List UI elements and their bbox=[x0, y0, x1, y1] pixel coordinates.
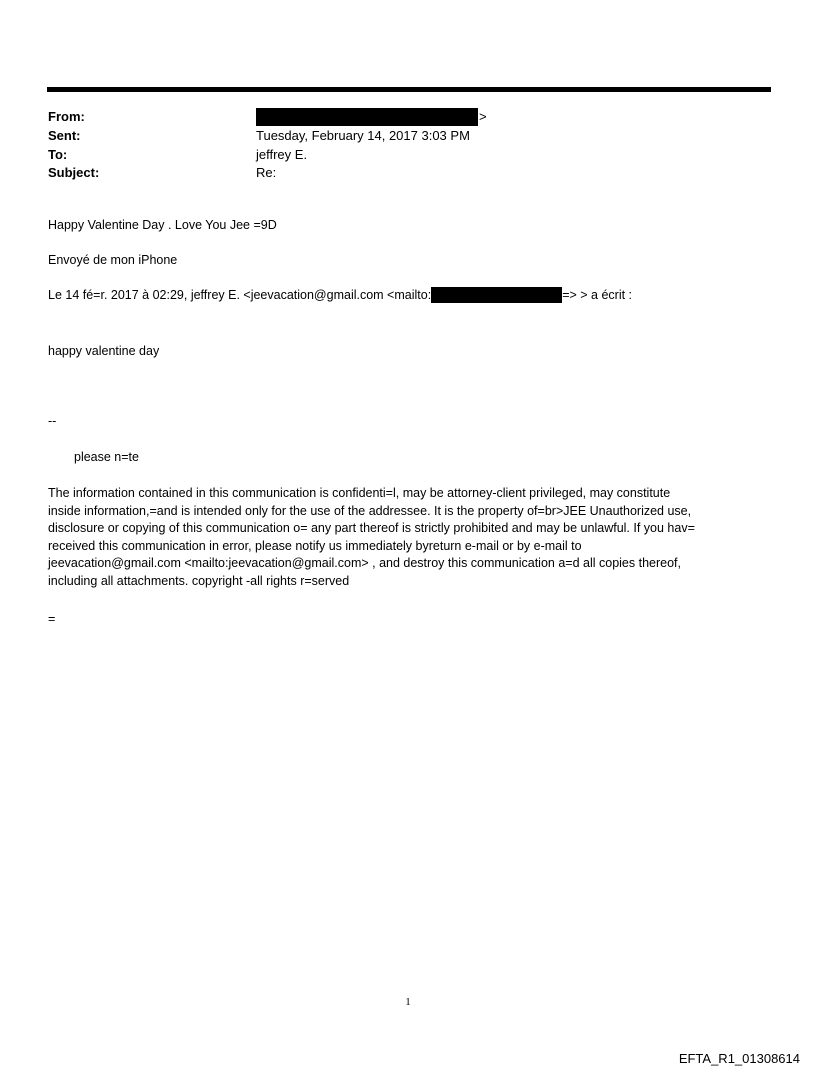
header-rule bbox=[47, 87, 771, 92]
redaction-box-sender bbox=[256, 108, 478, 126]
trailing-equals: = bbox=[48, 612, 56, 626]
confidentiality-disclaimer bbox=[48, 485, 768, 590]
subject-label: Subject: bbox=[48, 165, 100, 180]
sent-value: Tuesday, February 14, 2017 3:03 PM bbox=[256, 128, 470, 143]
from-label: From: bbox=[48, 109, 85, 124]
disclaimer-line: received this communication in error, please notify us immediately byreturn e-mail or by e-mail to bbox=[48, 538, 582, 553]
quote-header-suffix: => > a écrit : bbox=[562, 288, 633, 302]
quoted-message: happy valentine day bbox=[48, 344, 160, 358]
redaction-box-mailto bbox=[431, 287, 562, 303]
signature-separator: -- bbox=[48, 414, 57, 428]
disclaimer-line: inside information,=and is intended only for the use of the addressee. It is the property of=br>JEE Unauthorized use, bbox=[48, 503, 692, 518]
to-label: To: bbox=[48, 147, 68, 162]
jeevacation-link: jeevacation@gmail.com <mailto:jeevacation@gmail.com> , and destroy this communication a=d all copies thereof, bbox=[48, 556, 681, 570]
from-value-suffix: > bbox=[479, 109, 487, 124]
message-line-valentine: Happy Valentine Day . Love You Jee =9D bbox=[48, 218, 277, 232]
subject-value: Re: bbox=[256, 165, 277, 180]
page-number: 1 bbox=[405, 996, 411, 1008]
document-id: EFTA_R1_01308614 bbox=[678, 1051, 800, 1066]
please-note-heading: please n=te bbox=[74, 450, 139, 464]
disclaimer-line: disclosure or copying of this communication o= any part thereof is strictly prohibited and may be unlawful. If you hav= bbox=[48, 521, 695, 535]
message-line-iphone: Envoyé de mon iPhone bbox=[48, 253, 178, 267]
to-value: jeffrey E. bbox=[256, 147, 308, 162]
sent-label: Sent: bbox=[48, 128, 81, 143]
disclaimer-line: including all attachments. copyright -all rights r=served bbox=[48, 573, 350, 588]
quote-header-prefix: Le 14 fé=r. 2017 à 02:29, jeffrey E. <jeevacation@gmail.com <mailto: bbox=[48, 288, 432, 302]
disclaimer-line: The information contained in this communication is confidenti=l, may be attorney-client privileged, may constitute bbox=[48, 486, 671, 500]
quote-header bbox=[48, 287, 632, 303]
